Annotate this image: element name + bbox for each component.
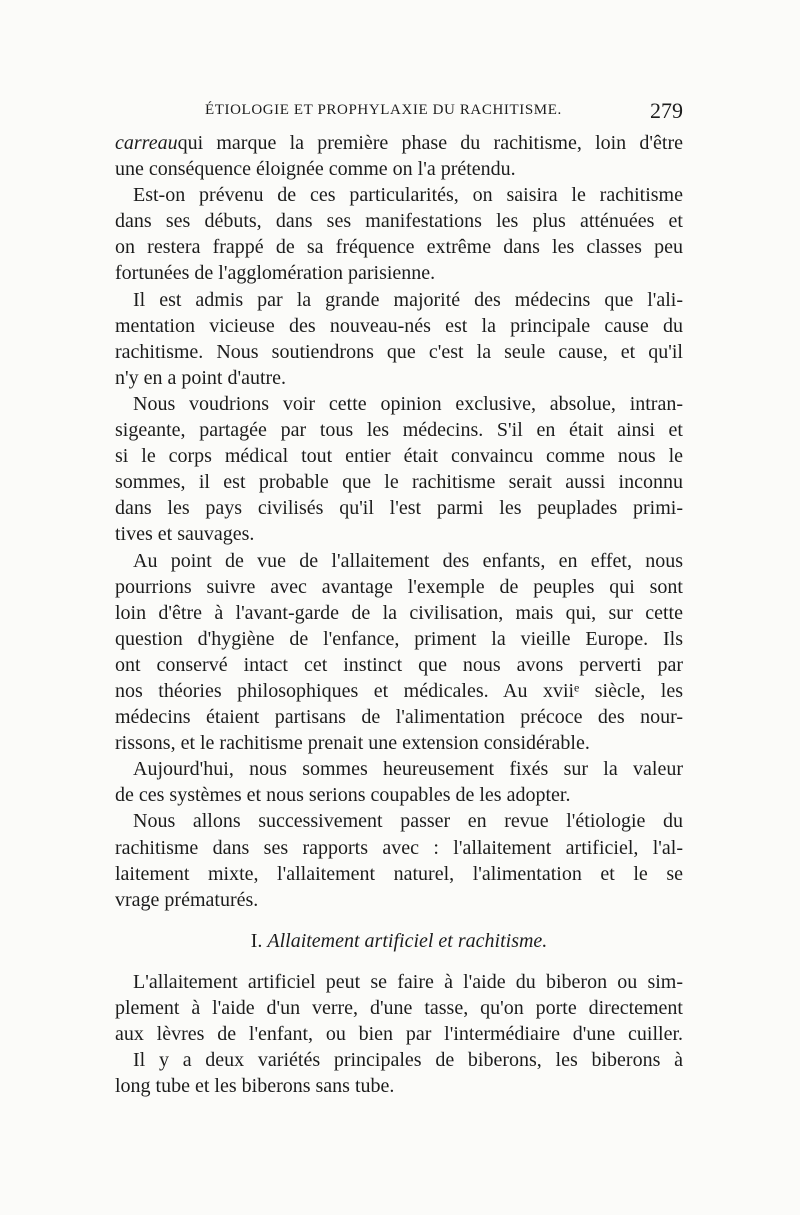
paragraph — [115, 548, 683, 757]
text-line: long tube et les biberons sans tube. — [115, 1075, 395, 1098]
paragraph — [115, 756, 683, 808]
paragraph — [115, 287, 683, 391]
text-line: rachitisme dans ses rapports avec : l'allaitement artificiel, l'al- — [115, 836, 683, 859]
text-line: pourrions suivre avec avantage l'exemple de peuples qui sont — [115, 575, 683, 598]
running-head: ÉTIOLOGIE ET PROPHYLAXIE DU RACHITISME. — [205, 102, 562, 118]
text-line: rissons, et le rachitisme prenait une extension considérable. — [115, 732, 590, 755]
text-line: mentation vicieuse des nouveau-nés est la principale cause du — [115, 314, 683, 337]
text-line: loin d'être à l'avant-garde de la civilisation, mais qui, sur cette — [115, 601, 683, 624]
text-line: Nous voudrions voir cette opinion exclusive, absolue, intran- — [133, 392, 683, 415]
section-number: I. — [250, 929, 263, 952]
text-line: laitement mixte, l'allaitement naturel, l'alimentation et le se — [115, 862, 683, 885]
text-line: Il est admis par la grande majorité des médecins que l'ali- — [133, 288, 683, 311]
paragraph — [115, 808, 683, 912]
text-line: sigeante, partagée par tous les médecins. S'il en était ainsi et — [115, 419, 683, 442]
text-line: tives et sauvages. — [115, 523, 255, 546]
section-heading — [115, 913, 683, 967]
text-line: Aujourd'hui, nous sommes heureusement fixés sur la valeur — [133, 758, 683, 781]
text-line: ont conservé intact cet instinct que nous avons perverti par — [115, 653, 683, 676]
page-header — [115, 98, 683, 128]
text-line: on restera frappé de sa fréquence extrême dans les classes peu — [115, 236, 683, 259]
text-line: Au point de vue de l'allaitement des enfants, en effet, nous — [133, 549, 683, 572]
text-line: L'allaitement artificiel peut se faire à l'aide du biberon ou sim- — [133, 970, 683, 993]
text-line: Il y a deux variétés principales de biberons, les biberons à — [133, 1049, 683, 1072]
italic-word: carreau — [115, 132, 178, 154]
page-number: 279 — [650, 98, 683, 123]
paragraph — [115, 182, 683, 286]
body-text — [115, 130, 683, 1099]
text-line: aux lèvres de l'enfant, ou bien par l'intermédiaire d'une cuiller. — [115, 1023, 683, 1045]
line-text: qui marque la première phase du rachitisme, loin d'être — [177, 132, 683, 154]
text-line: dans ses débuts, dans ses manifestations les plus atténuées et — [115, 210, 683, 233]
text-line: une conséquence éloignée comme on l'a prétendu. — [115, 158, 516, 181]
text-line: sommes, il est probable que le rachitisme serait aussi inconnu — [115, 471, 683, 494]
text-line: question d'hygiène de l'enfance, priment la vieille Europe. Ils — [115, 627, 683, 650]
text-line: de ces systèmes et nous serions coupables de les adopter. — [115, 784, 571, 807]
paragraph — [115, 130, 683, 182]
text-line: médecins étaient partisans de l'alimentation précoce des nour- — [115, 706, 683, 729]
text-line: rachitisme. Nous soutiendrons que c'est la seule cause, et qu'il — [115, 340, 683, 363]
text-line: dans les pays civilisés qu'il l'est parmi les peuplades primi- — [115, 497, 683, 520]
paragraph — [115, 1047, 683, 1099]
text-line: Nous allons successivement passer en revue l'étiologie du — [133, 810, 683, 833]
text-line: Est-on prévenu de ces particularités, on saisira le rachitisme — [133, 184, 683, 207]
text-line: fortunées de l'agglomération parisienne. — [115, 262, 436, 285]
paragraph — [115, 969, 683, 1047]
text-line: vrage prématurés. — [115, 888, 259, 911]
text-line: si le corps médical tout entier était convaincu comme nous le — [115, 445, 683, 468]
text-line — [115, 130, 683, 156]
text-line: nos théories philosophiques et médicales. Au xviiᵉ siècle, les — [115, 679, 683, 702]
section-title: Allaitement artificiel et rachitisme. — [267, 929, 548, 952]
paragraph — [115, 391, 683, 548]
text-line: plement à l'aide d'un verre, d'une tasse, qu'on porte directement — [115, 996, 683, 1019]
text-line: n'y en a point d'autre. — [115, 366, 287, 389]
